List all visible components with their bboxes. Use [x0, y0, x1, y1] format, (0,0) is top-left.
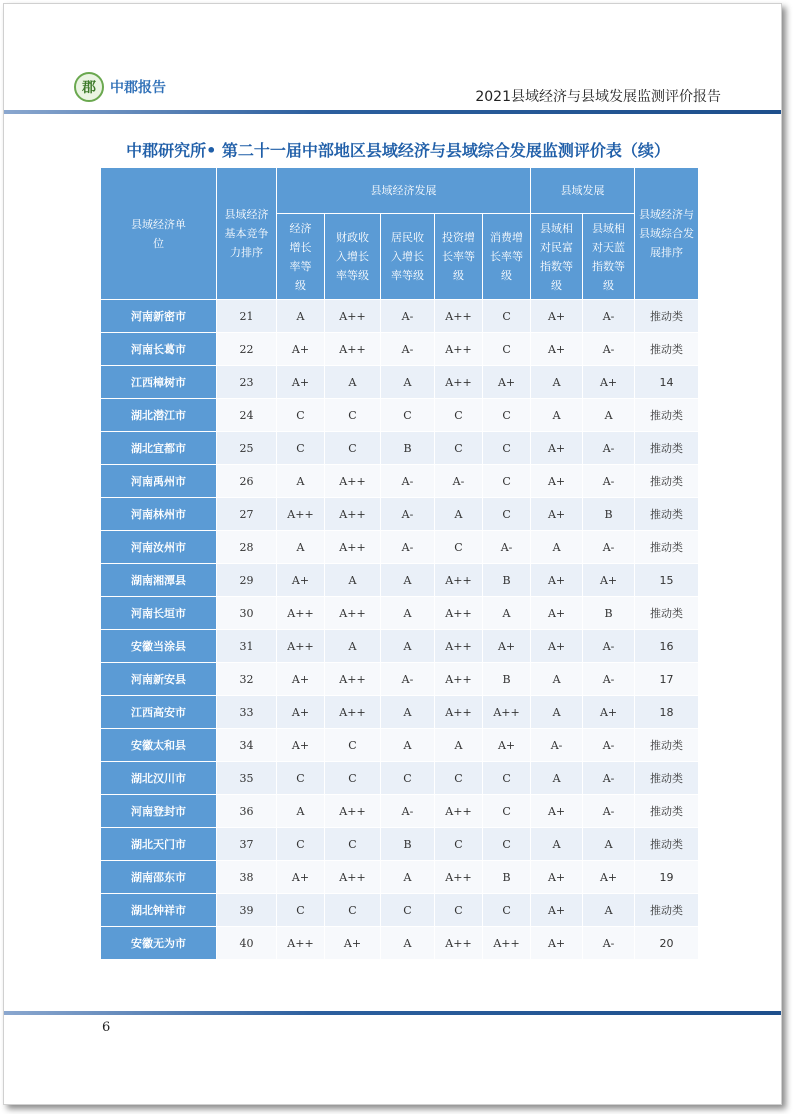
row-wealth-index: A+: [531, 861, 583, 894]
row-wealth-index: A: [531, 663, 583, 696]
row-fiscal-growth: C: [325, 894, 381, 927]
row-invest-growth: A++: [435, 597, 483, 630]
row-rank: 26: [217, 465, 277, 498]
row-invest-growth: A++: [435, 795, 483, 828]
row-econ-growth: A+: [277, 696, 325, 729]
row-invest-growth: A++: [435, 564, 483, 597]
row-consume-growth: C: [483, 762, 531, 795]
row-comprehensive: 推动类: [635, 729, 699, 762]
row-sky-index: A-: [583, 333, 635, 366]
col-header-fiscal-growth: [325, 214, 381, 300]
row-rank: 23: [217, 366, 277, 399]
row-income-growth: A-: [381, 333, 435, 366]
row-income-growth: A: [381, 630, 435, 663]
col-header-wealth-index-text: 县域相对民富指数等级: [540, 221, 574, 292]
row-rank: 25: [217, 432, 277, 465]
row-fiscal-growth: C: [325, 432, 381, 465]
row-consume-growth: A: [483, 597, 531, 630]
table-row: [101, 564, 699, 597]
row-comprehensive: 推动类: [635, 498, 699, 531]
row-unit-name: 湖北天门市: [101, 828, 217, 861]
row-unit-name: 江西高安市: [101, 696, 217, 729]
row-income-growth: C: [381, 762, 435, 795]
row-unit-name: 河南禹州市: [101, 465, 217, 498]
row-invest-growth: A++: [435, 861, 483, 894]
row-sky-index: A-: [583, 300, 635, 333]
row-econ-growth: C: [277, 399, 325, 432]
row-sky-index: A+: [583, 564, 635, 597]
table-row: [101, 828, 699, 861]
row-comprehensive: 19: [635, 861, 699, 894]
row-econ-growth: A: [277, 465, 325, 498]
row-sky-index: A: [583, 399, 635, 432]
row-comprehensive: 推动类: [635, 399, 699, 432]
row-comprehensive: 18: [635, 696, 699, 729]
row-fiscal-growth: C: [325, 828, 381, 861]
row-comprehensive: 推动类: [635, 333, 699, 366]
row-fiscal-growth: A++: [325, 333, 381, 366]
row-unit-name: 湖北宜都市: [101, 432, 217, 465]
col-header-econ-growth: [277, 214, 325, 300]
evaluation-table: [100, 167, 699, 960]
row-sky-index: B: [583, 498, 635, 531]
row-wealth-index: A+: [531, 564, 583, 597]
row-consume-growth: A+: [483, 729, 531, 762]
row-econ-growth: A+: [277, 333, 325, 366]
row-unit-name: 河南汝州市: [101, 531, 217, 564]
page-number: 6: [102, 1020, 111, 1035]
row-comprehensive: 推动类: [635, 597, 699, 630]
row-invest-growth: C: [435, 894, 483, 927]
col-header-invest-growth: [435, 214, 483, 300]
row-fiscal-growth: A++: [325, 300, 381, 333]
table-row: [101, 399, 699, 432]
row-unit-name: 河南新密市: [101, 300, 217, 333]
col-header-income-growth-text: 居民收入增长率等级: [391, 231, 424, 282]
table-row: [101, 663, 699, 696]
row-unit-name: 河南登封市: [101, 795, 217, 828]
col-header-unit: [101, 168, 217, 300]
row-invest-growth: A: [435, 498, 483, 531]
header-divider: [4, 110, 781, 114]
row-wealth-index: A+: [531, 498, 583, 531]
row-sky-index: B: [583, 597, 635, 630]
row-consume-growth: C: [483, 894, 531, 927]
col-header-rank-text: 县域经济基本竞争力排序: [224, 208, 269, 259]
row-econ-growth: C: [277, 432, 325, 465]
row-wealth-index: A+: [531, 333, 583, 366]
row-fiscal-growth: A: [325, 564, 381, 597]
row-rank: 28: [217, 531, 277, 564]
table-row: [101, 762, 699, 795]
row-income-growth: C: [381, 894, 435, 927]
row-rank: 35: [217, 762, 277, 795]
row-income-growth: A-: [381, 663, 435, 696]
row-invest-growth: A-: [435, 465, 483, 498]
row-econ-growth: A: [277, 531, 325, 564]
row-econ-growth: A+: [277, 861, 325, 894]
row-consume-growth: B: [483, 564, 531, 597]
row-fiscal-growth: A++: [325, 531, 381, 564]
row-rank: 39: [217, 894, 277, 927]
logo-text: 中郡报告: [110, 80, 166, 96]
row-consume-growth: B: [483, 861, 531, 894]
row-consume-growth: A++: [483, 927, 531, 960]
row-comprehensive: 推动类: [635, 762, 699, 795]
row-fiscal-growth: A++: [325, 663, 381, 696]
row-rank: 24: [217, 399, 277, 432]
table-row: [101, 300, 699, 333]
col-header-econ-growth-text: 经济增长率等级: [289, 221, 312, 292]
row-wealth-index: A: [531, 399, 583, 432]
row-econ-growth: A++: [277, 597, 325, 630]
col-header-rank: [217, 168, 277, 300]
row-comprehensive: 推动类: [635, 828, 699, 861]
row-rank: 40: [217, 927, 277, 960]
report-title: 2021县域经济与县域发展监测评价报告: [475, 89, 721, 105]
row-fiscal-growth: A++: [325, 861, 381, 894]
row-income-growth: A: [381, 597, 435, 630]
row-comprehensive: 推动类: [635, 894, 699, 927]
row-income-growth: A-: [381, 795, 435, 828]
row-rank: 38: [217, 861, 277, 894]
row-rank: 27: [217, 498, 277, 531]
row-rank: 33: [217, 696, 277, 729]
row-rank: 31: [217, 630, 277, 663]
row-sky-index: A-: [583, 531, 635, 564]
row-income-growth: C: [381, 399, 435, 432]
row-rank: 32: [217, 663, 277, 696]
row-income-growth: B: [381, 432, 435, 465]
row-rank: 21: [217, 300, 277, 333]
col-header-comprehensive-text: 县域经济与县域综合发展排序: [639, 208, 695, 259]
document-page: [3, 3, 782, 1105]
table-title: 中郡研究所• 第二十一届中部地区县域经济与县域综合发展监测评价表（续）: [126, 141, 670, 160]
row-income-growth: A-: [381, 531, 435, 564]
row-sky-index: A-: [583, 729, 635, 762]
row-wealth-index: A+: [531, 465, 583, 498]
row-unit-name: 河南新安县: [101, 663, 217, 696]
col-header-consume-growth-text: 消费增长率等级: [490, 231, 524, 282]
row-fiscal-growth: A++: [325, 795, 381, 828]
row-consume-growth: C: [483, 300, 531, 333]
row-fiscal-growth: A: [325, 366, 381, 399]
row-wealth-index: A+: [531, 300, 583, 333]
row-income-growth: A-: [381, 300, 435, 333]
row-invest-growth: C: [435, 432, 483, 465]
table-row: [101, 366, 699, 399]
row-income-growth: A-: [381, 498, 435, 531]
row-comprehensive: 推动类: [635, 300, 699, 333]
row-fiscal-growth: A++: [325, 498, 381, 531]
row-consume-growth: A+: [483, 630, 531, 663]
col-header-sky-index-text: 县域相对天蓝指数等级: [592, 221, 626, 292]
row-wealth-index: A+: [531, 630, 583, 663]
table-row: [101, 795, 699, 828]
col-header-comprehensive: [635, 168, 699, 300]
logo-badge: 郡: [74, 72, 104, 102]
row-unit-name: 河南林州市: [101, 498, 217, 531]
row-unit-name: 河南长垣市: [101, 597, 217, 630]
row-unit-name: 安徽无为市: [101, 927, 217, 960]
row-unit-name: 湖北钟祥市: [101, 894, 217, 927]
row-sky-index: A-: [583, 795, 635, 828]
row-consume-growth: B: [483, 663, 531, 696]
row-fiscal-growth: A: [325, 630, 381, 663]
table-row: [101, 498, 699, 531]
row-consume-growth: C: [483, 828, 531, 861]
row-sky-index: A+: [583, 861, 635, 894]
row-sky-index: A+: [583, 366, 635, 399]
row-unit-name: 安徽太和县: [101, 729, 217, 762]
row-income-growth: A: [381, 729, 435, 762]
row-income-growth: A: [381, 861, 435, 894]
page-header: [4, 4, 781, 116]
row-rank: 34: [217, 729, 277, 762]
row-sky-index: A-: [583, 465, 635, 498]
row-wealth-index: A: [531, 828, 583, 861]
row-invest-growth: A++: [435, 300, 483, 333]
table-row: [101, 894, 699, 927]
row-invest-growth: C: [435, 828, 483, 861]
row-invest-growth: A++: [435, 333, 483, 366]
row-econ-growth: A+: [277, 564, 325, 597]
row-income-growth: A: [381, 927, 435, 960]
row-unit-name: 湖南湘潭县: [101, 564, 217, 597]
row-invest-growth: C: [435, 531, 483, 564]
row-econ-growth: A: [277, 795, 325, 828]
row-sky-index: A-: [583, 630, 635, 663]
table-row: [101, 696, 699, 729]
row-econ-growth: A+: [277, 663, 325, 696]
row-econ-growth: A++: [277, 498, 325, 531]
row-consume-growth: A-: [483, 531, 531, 564]
table-row: [101, 861, 699, 894]
row-fiscal-growth: C: [325, 729, 381, 762]
row-invest-growth: A: [435, 729, 483, 762]
row-consume-growth: A++: [483, 696, 531, 729]
row-unit-name: 湖北汉川市: [101, 762, 217, 795]
row-consume-growth: C: [483, 795, 531, 828]
row-econ-growth: A+: [277, 729, 325, 762]
row-unit-name: 江西樟树市: [101, 366, 217, 399]
row-invest-growth: C: [435, 399, 483, 432]
table-row: [101, 432, 699, 465]
row-econ-growth: C: [277, 894, 325, 927]
row-invest-growth: A++: [435, 927, 483, 960]
row-fiscal-growth: C: [325, 399, 381, 432]
row-comprehensive: 20: [635, 927, 699, 960]
table-row: [101, 465, 699, 498]
table-row: [101, 630, 699, 663]
col-header-income-growth: [381, 214, 435, 300]
table-body: [101, 300, 699, 960]
row-consume-growth: A+: [483, 366, 531, 399]
row-econ-growth: A+: [277, 366, 325, 399]
row-unit-name: 河南长葛市: [101, 333, 217, 366]
row-wealth-index: A+: [531, 795, 583, 828]
row-comprehensive: 17: [635, 663, 699, 696]
row-comprehensive: 16: [635, 630, 699, 663]
row-comprehensive: 15: [635, 564, 699, 597]
row-rank: 29: [217, 564, 277, 597]
row-fiscal-growth: A+: [325, 927, 381, 960]
footer-divider: [4, 1011, 781, 1015]
row-wealth-index: A: [531, 762, 583, 795]
row-wealth-index: A+: [531, 927, 583, 960]
col-header-unit-text: 县域经济单位: [131, 217, 186, 250]
row-income-growth: A-: [381, 465, 435, 498]
row-rank: 30: [217, 597, 277, 630]
row-invest-growth: A++: [435, 366, 483, 399]
logo: [74, 72, 166, 102]
row-wealth-index: A: [531, 696, 583, 729]
row-econ-growth: A: [277, 300, 325, 333]
row-fiscal-growth: A++: [325, 465, 381, 498]
row-econ-growth: C: [277, 828, 325, 861]
col-header-sky-index: [583, 214, 635, 300]
row-invest-growth: C: [435, 762, 483, 795]
row-unit-name: 安徽当涂县: [101, 630, 217, 663]
row-income-growth: B: [381, 828, 435, 861]
row-sky-index: A-: [583, 762, 635, 795]
row-wealth-index: A+: [531, 432, 583, 465]
col-header-consume-growth: [483, 214, 531, 300]
row-wealth-index: A+: [531, 894, 583, 927]
row-consume-growth: C: [483, 498, 531, 531]
row-unit-name: 湖南邵东市: [101, 861, 217, 894]
row-comprehensive: 推动类: [635, 795, 699, 828]
row-comprehensive: 推动类: [635, 531, 699, 564]
row-consume-growth: C: [483, 465, 531, 498]
col-header-fiscal-growth-text: 财政收入增长率等级: [336, 231, 369, 282]
table-row: [101, 927, 699, 960]
row-fiscal-growth: A++: [325, 696, 381, 729]
table-row: [101, 597, 699, 630]
row-sky-index: A-: [583, 663, 635, 696]
row-sky-index: A: [583, 894, 635, 927]
table-row: [101, 531, 699, 564]
row-sky-index: A-: [583, 432, 635, 465]
row-unit-name: 湖北潜江市: [101, 399, 217, 432]
row-fiscal-growth: A++: [325, 597, 381, 630]
row-consume-growth: C: [483, 333, 531, 366]
row-wealth-index: A+: [531, 597, 583, 630]
col-header-wealth-index: [531, 214, 583, 300]
row-sky-index: A-: [583, 927, 635, 960]
row-rank: 36: [217, 795, 277, 828]
row-wealth-index: A-: [531, 729, 583, 762]
row-comprehensive: 14: [635, 366, 699, 399]
row-wealth-index: A: [531, 366, 583, 399]
row-econ-growth: C: [277, 762, 325, 795]
row-sky-index: A: [583, 828, 635, 861]
row-wealth-index: A: [531, 531, 583, 564]
row-sky-index: A+: [583, 696, 635, 729]
row-consume-growth: C: [483, 432, 531, 465]
row-rank: 37: [217, 828, 277, 861]
row-income-growth: A: [381, 696, 435, 729]
row-income-growth: A: [381, 564, 435, 597]
row-invest-growth: A++: [435, 663, 483, 696]
col-header-invest-growth-text: 投资增长率等级: [442, 231, 475, 282]
col-group-economy: 县域经济发展: [277, 168, 531, 214]
row-comprehensive: 推动类: [635, 465, 699, 498]
row-econ-growth: A++: [277, 630, 325, 663]
row-econ-growth: A++: [277, 927, 325, 960]
row-comprehensive: 推动类: [635, 432, 699, 465]
row-invest-growth: A++: [435, 630, 483, 663]
row-rank: 22: [217, 333, 277, 366]
row-fiscal-growth: C: [325, 762, 381, 795]
row-invest-growth: A++: [435, 696, 483, 729]
row-consume-growth: C: [483, 399, 531, 432]
table-row: [101, 333, 699, 366]
row-income-growth: A: [381, 366, 435, 399]
table-row: [101, 729, 699, 762]
col-group-development: 县域发展: [531, 168, 635, 214]
